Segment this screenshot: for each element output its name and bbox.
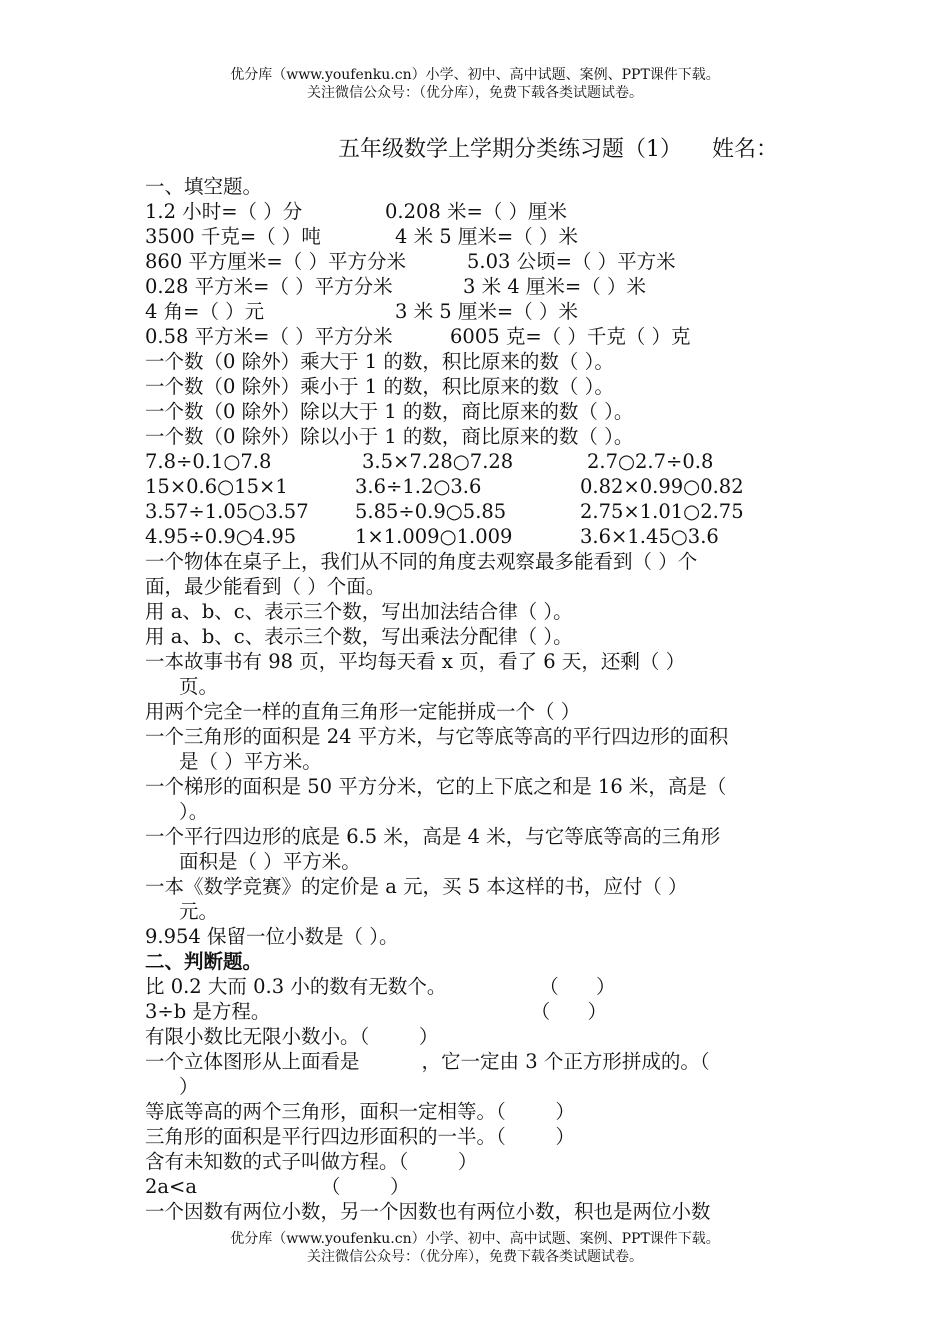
footer-line-1: 优分库（www.youfenku.cn）小学、初中、高中试题、案例、PPT课件下载。 xyxy=(230,1231,720,1247)
question-price-cont: 元。 xyxy=(179,900,219,923)
compare-row xyxy=(145,474,815,499)
question-parallelogram: 一个平行四边形的底是 6.5 米，高是 4 米，与它等底等高的三角形 xyxy=(145,825,721,848)
section1-heading: 一、填空题。 xyxy=(145,175,263,198)
conversion-item: 860 平方厘米=（ ）平方分米 xyxy=(145,250,406,273)
statement: 一个数（0 除外）除以大于 1 的数，商比原来的数（ ）。 xyxy=(145,400,634,423)
conversion-row xyxy=(145,249,815,274)
judge-item: 等底等高的两个三角形，面积一定相等。（ ） xyxy=(145,1100,575,1123)
question-trapezoid: 一个梯形的面积是 50 平方分米，它的上下底之和是 16 米，高是（ xyxy=(145,775,727,798)
conversion-item: 3500 千克=（ ）吨 xyxy=(145,225,321,248)
judge-cube-text-b: ，它一定由 3 个正方形拼成的。（ xyxy=(421,1050,710,1073)
conversion-item: 1.2 小时=（ ）分 xyxy=(145,200,303,223)
page-title xyxy=(338,136,778,164)
compare-item: 5.85÷0.9○5.85 xyxy=(355,500,507,523)
conversion-item: 5.03 公顷=（ ）平方米 xyxy=(467,250,676,273)
question-view: 一个物体在桌子上，我们从不同的角度去观察最多能看到（ ）个 xyxy=(145,550,698,573)
compare-item: 2.75×1.01○2.75 xyxy=(580,500,744,523)
judge-item-cube-cont: ） xyxy=(179,1075,199,1098)
judge-item: 比 0.2 大而 0.3 小的数有无数个。 （ ） xyxy=(145,975,616,998)
question-trapezoid-cont: ）。 xyxy=(179,800,209,823)
compare-item: 3.6×1.45○3.6 xyxy=(580,525,719,548)
judge-item: 有限小数比无限小数小。（ ） xyxy=(145,1025,439,1048)
question-view-cont: 面，最少能看到（ ）个面。 xyxy=(145,575,386,598)
conversion-item: 3 米 4 厘米=（ ）米 xyxy=(463,275,646,298)
statement: 一个数（0 除外）乘小于 1 的数，积比原来的数（ ）。 xyxy=(145,375,614,398)
question-rounding: 9.954 保留一位小数是（ ）。 xyxy=(145,925,399,948)
judge-item-cube xyxy=(145,1049,815,1074)
compare-item: 7.8÷0.1○7.8 xyxy=(145,450,272,473)
name-label: 姓名： xyxy=(712,137,779,162)
blank-figure-space xyxy=(360,1067,422,1068)
header-line-2: 关注微信公众号：（优分库），免费下载各类试题试卷。 xyxy=(307,85,643,101)
question-parallelogram-cont: 面积是（ ）平方米。 xyxy=(179,850,361,873)
judge-item: 2a<a （ ） xyxy=(145,1175,410,1198)
compare-item: 0.82×0.99○0.82 xyxy=(580,475,744,498)
compare-row xyxy=(145,449,815,474)
worksheet-body xyxy=(145,174,815,1224)
statement: 一个数（0 除外）除以小于 1 的数，商比原来的数（ ）。 xyxy=(145,425,634,448)
compare-row xyxy=(145,499,815,524)
title-text: 五年级数学上学期分类练习题（1） xyxy=(338,137,682,162)
conversion-row xyxy=(145,199,815,224)
question-triangles: 用两个完全一样的直角三角形一定能拼成一个（ ） xyxy=(145,700,581,723)
conversion-item: 0.58 平方米=（ ）平方分米 xyxy=(145,325,393,348)
compare-item: 15×0.6○15×1 xyxy=(145,475,288,498)
conversion-row xyxy=(145,324,815,349)
conversion-row xyxy=(145,299,815,324)
section2-heading: 二、判断题。 xyxy=(145,950,263,973)
judge-cube-text-a: 一个立体图形从上面看是 xyxy=(145,1050,360,1073)
question-triangle-area-cont: 是（ ）平方米。 xyxy=(179,750,322,773)
page-footer xyxy=(0,1230,950,1266)
conversion-row xyxy=(145,224,815,249)
statement: 一个数（0 除外）乘大于 1 的数，积比原来的数（ ）。 xyxy=(145,350,614,373)
conversion-item: 4 角=（ ）元 xyxy=(145,300,265,323)
judge-item: 3÷b 是方程。 （ ） xyxy=(145,1000,607,1023)
judge-item: 三角形的面积是平行四边形面积的一半。（ ） xyxy=(145,1125,575,1148)
question-book-cont: 页。 xyxy=(179,675,219,698)
compare-item: 3.57÷1.05○3.57 xyxy=(145,500,309,523)
conversion-item: 3 米 5 厘米=（ ）米 xyxy=(395,300,578,323)
compare-item: 2.7○2.7÷0.8 xyxy=(587,450,714,473)
conversion-row xyxy=(145,274,815,299)
conversion-item: 0.208 米=（ ）厘米 xyxy=(385,200,568,223)
conversion-item: 6005 克=（ ）千克（ ）克 xyxy=(450,325,691,348)
question-price: 一本《数学竞赛》的定价是 a 元，买 5 本这样的书，应付（ ） xyxy=(145,875,688,898)
footer-line-2: 关注微信公众号：（优分库），免费下载各类试题试卷。 xyxy=(307,1249,643,1265)
compare-item: 3.5×7.28○7.28 xyxy=(362,450,514,473)
judge-item: 一个因数有两位小数，另一个因数也有两位小数，积也是两位小数 xyxy=(145,1200,711,1223)
conversion-item: 4 米 5 厘米=（ ）米 xyxy=(395,225,578,248)
conversion-item: 0.28 平方米=（ ）平方分米 xyxy=(145,275,393,298)
compare-row xyxy=(145,524,815,549)
question-book: 一本故事书有 98 页，平均每天看 x 页，看了 6 天，还剩（ ） xyxy=(145,650,686,673)
compare-item: 4.95÷0.9○4.95 xyxy=(145,525,297,548)
compare-item: 3.6÷1.2○3.6 xyxy=(355,475,482,498)
question-triangle-area: 一个三角形的面积是 24 平方米，与它等底等高的平行四边形的面积 xyxy=(145,725,729,748)
question-distributive: 用 a、b、c、表示三个数，写出乘法分配律（ ）。 xyxy=(145,625,573,648)
judge-item: 含有未知数的式子叫做方程。（ ） xyxy=(145,1150,478,1173)
compare-item: 1×1.009○1.009 xyxy=(355,525,513,548)
header-line-1: 优分库（www.youfenku.cn）小学、初中、高中试题、案例、PPT课件下载。 xyxy=(230,67,720,83)
page-header xyxy=(0,66,950,102)
question-associative: 用 a、b、c、表示三个数，写出加法结合律（ ）。 xyxy=(145,600,573,623)
